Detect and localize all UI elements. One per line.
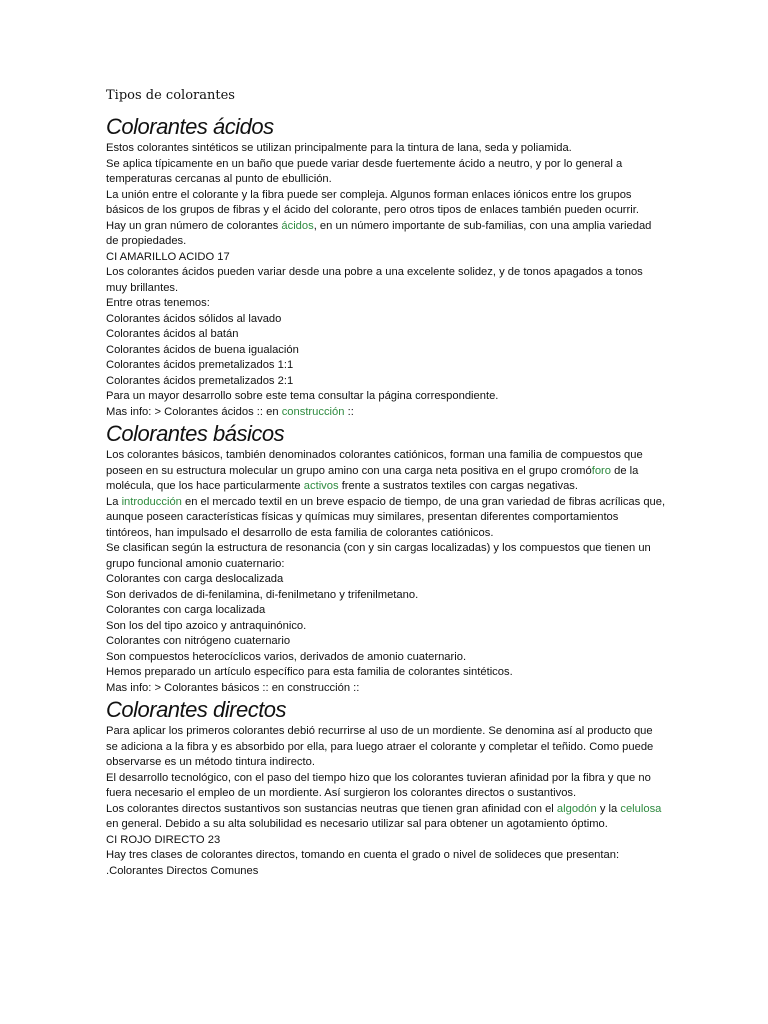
text: Mas info: > Colorantes ácidos :: en	[106, 405, 282, 418]
paragraph: Se aplica típicamente en un baño que puede variar desde fuertemente ácido a neutro, y por lo general a temperaturas cercanas al punto de ebullición.	[106, 157, 623, 185]
heading-basicos: Colorantes básicos	[106, 421, 285, 446]
paragraph: Entre otras tenemos:	[106, 297, 210, 309]
heading-acidos: Colorantes ácidos	[106, 114, 274, 139]
paragraph: El desarrollo tecnológico, con el paso del tiempo hizo que los colorantes tuvieran afinidad por la fibra y que no fuera necesario el empleo de un mordiente. Así surgieron los colorantes directos o sustantivos.	[106, 771, 651, 799]
link-celulosa[interactable]: celulosa	[620, 802, 662, 815]
list-item: Colorantes ácidos premetalizados 1:1	[106, 359, 294, 371]
link-algodon[interactable]: algodón	[556, 802, 597, 815]
paragraph: Hemos preparado un artículo específico para esta familia de colorantes sintéticos.	[106, 666, 513, 678]
text: ::	[344, 405, 354, 418]
list-item: Colorantes ácidos premetalizados 2:1	[106, 374, 294, 387]
list-item: .Colorantes Directos Comunes	[106, 864, 259, 877]
list-item: Colorantes ácidos de buena igualación	[106, 343, 299, 356]
list-item: Son derivados de di-fenilamina, di-fenilmetano y trifenilmetano.	[106, 588, 419, 601]
text: en general. Debido a su alta solubilidad es necesario utilizar sal para obtener un agotamiento óptimo.	[106, 818, 608, 830]
paragraph	[106, 495, 666, 542]
link-construccion[interactable]: construcción	[281, 405, 345, 418]
text: frente a sustratos textiles con cargas negativas.	[338, 480, 579, 492]
list-item: Colorantes con carga deslocalizada	[106, 573, 284, 585]
document-title: Tipos de colorantes	[106, 88, 235, 103]
text: , en un número importante de sub-familias, con una amplia variedad de propiedades.	[106, 219, 652, 247]
text: Hay un gran número de colorantes	[106, 219, 282, 232]
paragraph	[106, 448, 666, 495]
link-foro[interactable]: foro	[591, 464, 611, 477]
document-page	[106, 88, 666, 879]
more-info-line	[106, 405, 666, 421]
paragraph: CI ROJO DIRECTO 23	[106, 833, 221, 846]
list-item: Son compuestos heterocíclicos varios, derivados de amonio cuaternario.	[106, 650, 467, 663]
list-item: Colorantes con nitrógeno cuaternario	[106, 635, 291, 647]
link-introduccion[interactable]: introducción	[121, 495, 182, 508]
paragraph: Se clasifican según la estructura de resonancia (con y sin cargas localizadas) y los compuestos que tienen un grupo funcional amonio cuaternario:	[106, 542, 651, 570]
link-acidos[interactable]: ácidos	[281, 219, 314, 232]
list-item: Son los del tipo azoico y antraquinónico.	[106, 619, 307, 632]
paragraph: CI AMARILLO ACIDO 17	[106, 250, 230, 263]
list-item: Colorantes ácidos sólidos al lavado	[106, 312, 282, 325]
heading-directos: Colorantes directos	[106, 697, 287, 722]
text: en el mercado textil en un breve espacio de tiempo, de una gran variedad de fibras acrílicas que, aunque poseen características físicas y químicas muy similares, presentan diferentes comportamientos tintóreos, han impulsado el desarrollo de esta familia de colorantes catiónicos.	[106, 495, 666, 539]
paragraph: Los colorantes ácidos pueden variar desde una pobre a una excelente solidez, y de tonos apagados a tonos muy brillantes.	[106, 266, 643, 294]
text: La	[106, 495, 122, 508]
paragraph	[106, 219, 666, 250]
list-item: Colorantes con carga localizada	[106, 604, 266, 616]
paragraph	[106, 802, 666, 833]
list-item: Colorantes ácidos al batán	[106, 328, 239, 340]
text: Los colorantes directos sustantivos son sustancias neutras que tienen gran afinidad con el	[106, 802, 557, 815]
text: de la molécula, que los hace particularmente	[106, 464, 639, 492]
more-info-line: Mas info: > Colorantes básicos :: en construcción ::	[106, 681, 360, 694]
text: Los colorantes básicos, también denominados colorantes catiónicos, forman una familia de compuestos que poseen en su estructura molecular un grupo amino con una carga neta positiva en el grupo cromó	[106, 449, 643, 477]
paragraph: Para aplicar los primeros colorantes debió recurrirse al uso de un mordiente. Se denomina así al producto que se adiciona a la fibra y es absorbido por ella, para luego atraer el colorante y completar el teñido. Como puede observarse es un método tintura indirecto.	[106, 725, 654, 768]
link-activos[interactable]: activos	[303, 480, 339, 492]
paragraph: Estos colorantes sintéticos se utilizan principalmente para la tintura de lana, seda y poliamida.	[106, 142, 572, 154]
paragraph: La unión entre el colorante y la fibra puede ser compleja. Algunos forman enlaces iónicos entre los grupos básicos de los grupos de fibras y el ácido del colorante, pero otros tipos de enlaces también pueden ocurrir.	[106, 188, 639, 216]
paragraph: Para un mayor desarrollo sobre este tema consultar la página correspondiente.	[106, 390, 499, 402]
text: y la	[596, 802, 621, 815]
paragraph: Hay tres clases de colorantes directos, tomando en cuenta el grado o nivel de solideces que presentan:	[106, 849, 620, 861]
